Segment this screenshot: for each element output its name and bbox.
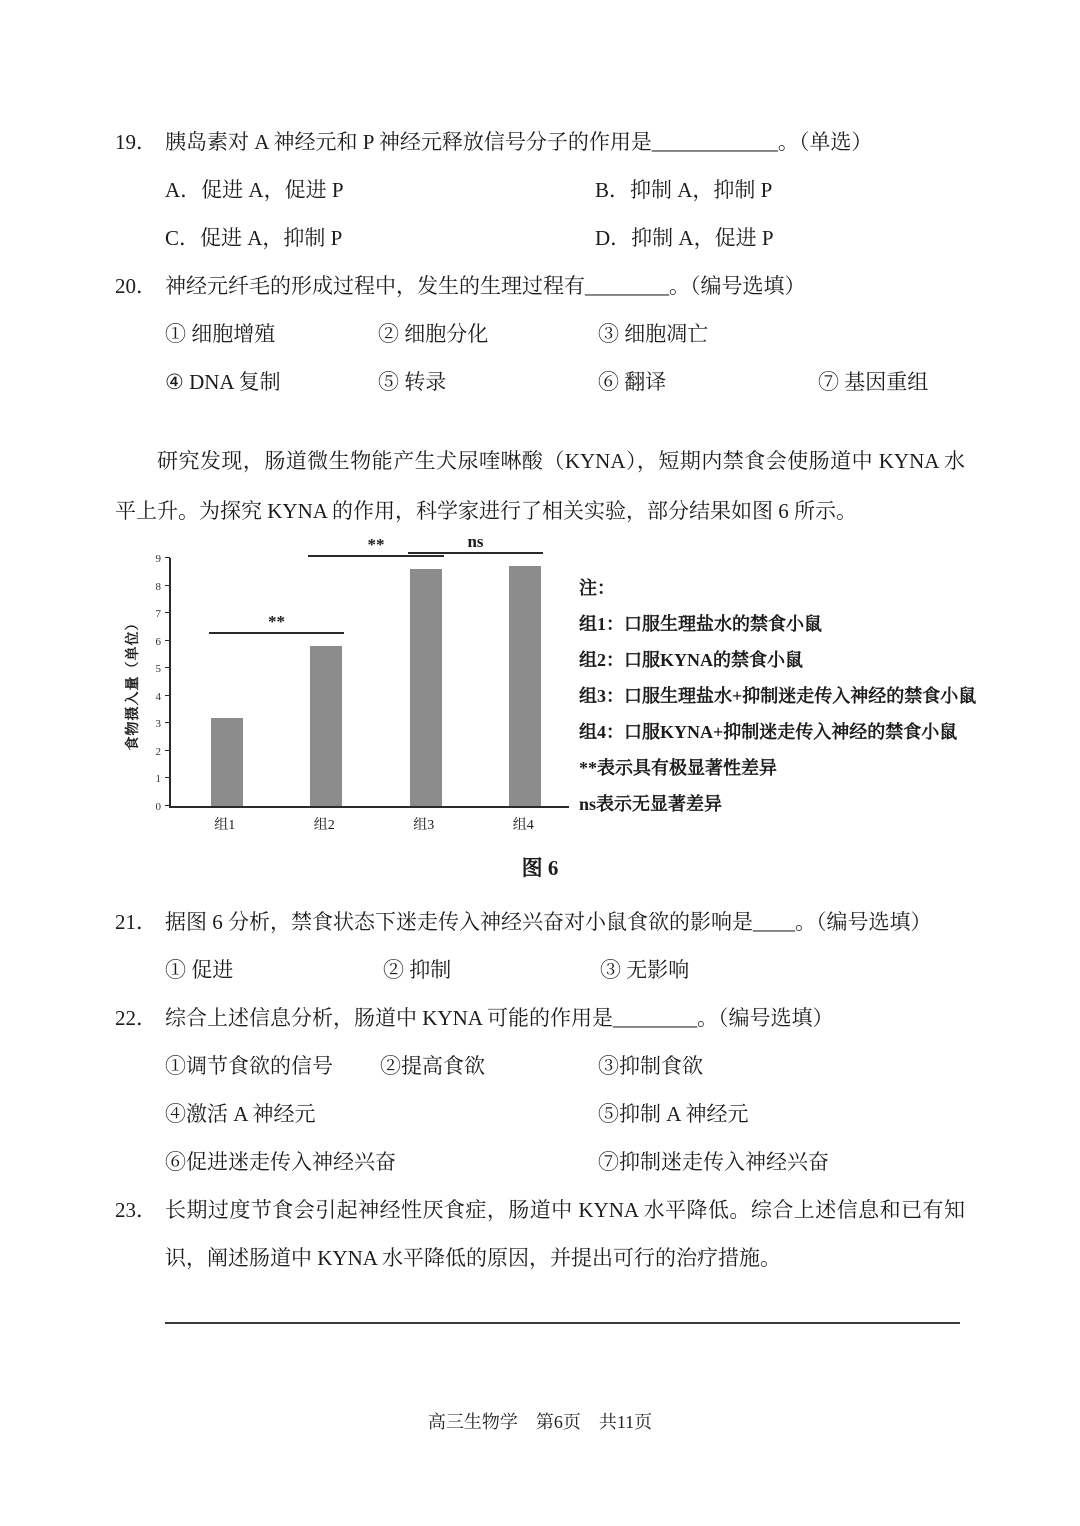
option-item: ⑤ 转录 xyxy=(378,370,447,394)
chart-yticks xyxy=(147,553,169,813)
option-item: ⑦ 基因重组 xyxy=(818,370,929,394)
option-item: ④ DNA 复制 xyxy=(165,370,281,394)
page-footer: 高三生物学 第6页 共11页 xyxy=(427,1412,653,1432)
option-item: ② 抑制 xyxy=(383,958,452,982)
y-tick-mark xyxy=(165,612,170,613)
answer-line xyxy=(165,1322,960,1324)
y-tick-label: 5 xyxy=(155,663,161,676)
y-tick-mark xyxy=(165,640,170,641)
bar-chart xyxy=(117,532,977,838)
x-axis-label: 组4 xyxy=(512,818,534,833)
y-tick-mark xyxy=(165,805,170,806)
bar xyxy=(509,566,541,806)
question-22-options-row2 xyxy=(165,1090,965,1138)
note-line: 组4：口服KYNA+抑制迷走传入神经的禁食小鼠 xyxy=(579,722,958,742)
significance-label: ** xyxy=(268,612,285,632)
y-tick-label: 3 xyxy=(155,718,161,731)
option-item: ③ 细胞凋亡 xyxy=(598,322,709,346)
question-21 xyxy=(115,898,965,946)
notes-title: 注： xyxy=(579,578,615,598)
note-line: **表示具有极显著性差异 xyxy=(579,758,777,778)
option-item: A．促进 A，促进 P xyxy=(165,178,344,202)
question-23 xyxy=(115,1186,965,1282)
option-item: D．抑制 A，促进 P xyxy=(595,226,774,250)
question-20-options-row2 xyxy=(165,358,965,406)
y-tick-label: 2 xyxy=(155,745,161,758)
significance-line xyxy=(408,552,544,554)
option-item: ② 细胞分化 xyxy=(378,322,489,346)
question-22-options-row1 xyxy=(165,1042,965,1090)
y-tick-mark xyxy=(165,667,170,668)
y-tick-label: 7 xyxy=(155,608,161,621)
y-tick-label: 9 xyxy=(155,553,161,565)
option-item: ⑥促进迷走传入神经兴奋 xyxy=(165,1150,396,1174)
note-line: ns表示无显著差异 xyxy=(579,794,723,814)
question-20-options-row1 xyxy=(165,310,965,358)
x-axis-label: 组1 xyxy=(214,818,236,833)
y-tick-mark xyxy=(165,722,170,723)
question-23-text: 长期过度节食会引起神经性厌食症，肠道中 KYNA 水平降低。综合上述信息和已有知识，阐述肠道中 KYNA 水平降低的原因，并提出可行的治疗措施。 xyxy=(165,1198,965,1270)
y-tick-label: 6 xyxy=(155,635,161,648)
significance-line xyxy=(209,632,345,634)
question-23-number: 23． xyxy=(115,1198,157,1222)
x-axis-label: 组3 xyxy=(413,818,435,833)
bar xyxy=(310,646,342,806)
y-tick-label: 0 xyxy=(155,801,161,813)
option-item: ⑥ 翻译 xyxy=(598,370,667,394)
y-tick-mark xyxy=(165,557,170,558)
option-item: ④激活 A 神经元 xyxy=(165,1102,316,1126)
option-item: ⑤抑制 A 神经元 xyxy=(598,1102,749,1126)
question-21-number: 21． xyxy=(115,910,157,934)
note-line: 组1：口服生理盐水的禁食小鼠 xyxy=(579,614,822,634)
y-axis-label: 食物摄入量（单位） xyxy=(126,615,141,751)
y-tick-mark xyxy=(165,777,170,778)
question-20 xyxy=(115,262,965,310)
question-22-text: 综合上述信息分析，肠道中 KYNA 可能的作用是________。（编号选填） xyxy=(165,1006,834,1030)
y-tick-mark xyxy=(165,695,170,696)
chart-notes xyxy=(579,558,976,822)
chart-xlabels xyxy=(169,808,569,838)
option-item: ②提高食欲 xyxy=(380,1054,485,1078)
significance-label: ** xyxy=(367,535,385,555)
significance-line xyxy=(308,555,444,557)
y-axis-label-wrap xyxy=(117,558,147,808)
question-22-number: 22． xyxy=(115,1006,157,1030)
question-19-number: 19． xyxy=(115,130,157,154)
question-22-options-row3 xyxy=(165,1138,965,1186)
question-19-text: 胰岛素对 A 神经元和 P 神经元释放信号分子的作用是____________。（单选） xyxy=(165,130,873,154)
option-item: ① 促进 xyxy=(165,958,234,982)
question-20-number: 20． xyxy=(115,274,157,298)
option-item: ① 细胞增殖 xyxy=(165,322,276,346)
note-line: 组2：口服KYNA的禁食小鼠 xyxy=(579,650,803,670)
bar xyxy=(410,569,442,806)
y-tick-label: 1 xyxy=(155,773,161,786)
figure-caption: 图 6 xyxy=(521,856,559,880)
chart-plot-column xyxy=(169,532,569,838)
y-tick-mark xyxy=(165,585,170,586)
option-item: ③抑制食欲 xyxy=(598,1054,703,1078)
significance-label: ns xyxy=(467,532,484,552)
bar xyxy=(211,718,243,806)
option-item: B．抑制 A，抑制 P xyxy=(595,178,773,202)
chart-plot xyxy=(169,532,569,808)
question-19-options xyxy=(165,166,965,262)
note-line: 组3：口服生理盐水+抑制迷走传入神经的禁食小鼠 xyxy=(579,686,977,706)
question-19 xyxy=(115,118,965,166)
option-item: ①调节食欲的信号 xyxy=(165,1054,333,1078)
y-tick-label: 4 xyxy=(155,690,161,703)
question-22 xyxy=(115,994,965,1042)
intro-paragraph: 研究发现，肠道微生物能产生犬尿喹啉酸（KYNA），短期内禁食会使肠道中 KYNA 水平上升。为探究 KYNA 的作用，科学家进行了相关实验，部分结果如图 6 所示。 xyxy=(115,449,965,523)
question-21-options xyxy=(165,946,965,994)
option-item: ③ 无影响 xyxy=(600,958,690,982)
y-tick-mark xyxy=(165,750,170,751)
y-tick-label: 8 xyxy=(155,580,161,593)
option-item: ⑦抑制迷走传入神经兴奋 xyxy=(598,1150,829,1174)
x-axis-label: 组2 xyxy=(313,818,335,833)
option-item: C．促进 A，抑制 P xyxy=(165,226,343,250)
question-21-text: 据图 6 分析，禁食状态下迷走传入神经兴奋对小鼠食欲的影响是____。（编号选填） xyxy=(165,910,932,934)
question-20-text: 神经元纤毛的形成过程中，发生的生理过程有________。（编号选填） xyxy=(165,274,806,298)
